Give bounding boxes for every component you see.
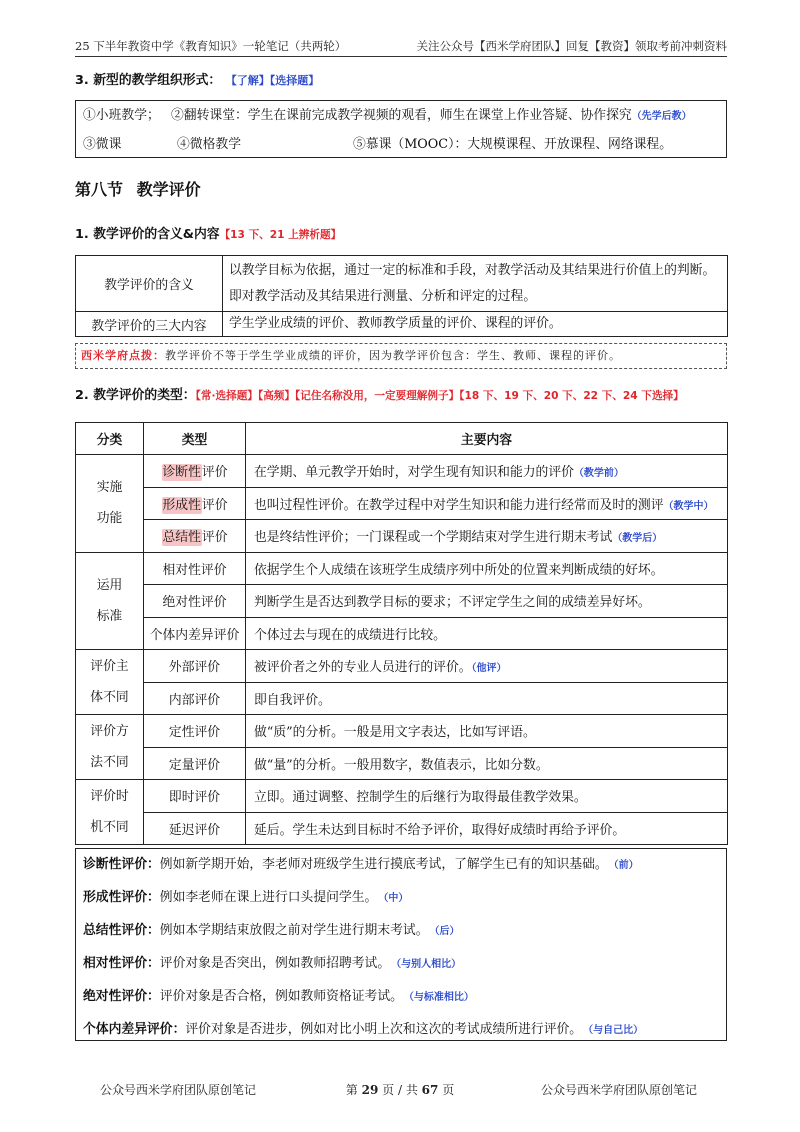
example-item [83,849,726,882]
example-label: 绝对性评价： [83,989,160,1004]
examples-box [75,848,727,1041]
item-small-class: ①小班教学； [83,108,160,123]
types-exam-tag: 【常·选择题】【高频】【记住名称没用，一定要理解例子】【18 下、19 下、20 下、22 下、24 下选择】 [195,390,684,402]
content-cell: 即自我评价。 [246,682,728,715]
example-label: 诊断性评价： [83,857,160,872]
table-row [76,747,728,780]
content-text: 也叫过程性评价。在教学过程中对学生知识和能力进行经常而及时的测评 [254,497,664,513]
category-line: 评价主 [90,659,129,674]
example-note: （后） [434,926,460,937]
page-total: 67 [421,1083,439,1097]
types-heading [75,387,727,405]
type-cell: 个体内差异评价 [144,617,246,650]
content-cell [246,520,728,553]
row-text-line: 即对教学活动及其结果进行测量、分析和评定的过程。 [229,288,537,304]
table-row [76,715,728,748]
page-header [75,36,727,57]
type-highlight: 形成性 [162,497,201,513]
type-cell: 延迟评价 [144,812,246,845]
example-label: 总结性评价： [83,923,160,938]
meaning-label-cell [76,256,223,312]
table-row [76,812,728,845]
content-label-cell [76,312,223,337]
page-suffix: 页 [442,1083,455,1097]
content-cell: 做“质”的分析。一般是用文字表达，比如写评语。 [246,715,728,748]
tip-text: 教学评价不等于学生学业成绩的评价，因为教学评价包含：学生、教师、课程的评价。 [165,349,621,362]
type-cell: 定量评价 [144,747,246,780]
footer-right: 公众号西米学府团队原创笔记 [541,1083,698,1097]
category-line: 评价方 [90,724,129,739]
category-cell [76,715,144,780]
category-line: 实施 [96,480,123,496]
meaning-heading [75,226,727,244]
new-forms-heading [75,72,727,90]
item-micro-lesson: ③微课 [83,137,122,152]
category-cell [76,552,144,650]
content-cell: 判断学生是否达到教学目标的要求；不评定学生之间的成绩差异好坏。 [246,585,728,618]
type-cell [144,487,246,520]
meaning-value-cell [223,256,728,312]
example-note: （中） [383,893,409,904]
category-cell [76,455,144,553]
example-item [83,915,726,948]
content-note: （教学前） [573,468,624,480]
category-line: 体不同 [90,690,129,705]
table-row [76,650,728,683]
category-cell [76,650,144,715]
header-title: 25 下半年教资中学《教育知识》一轮笔记（共两轮） [75,39,347,53]
footer-left: 公众号西米学府团队原创笔记 [100,1083,257,1097]
tip-box [75,343,727,369]
type-cell: 相对性评价 [144,552,246,585]
content-cell: 个体过去与现在的成绩进行比较。 [246,617,728,650]
type-cell: 内部评价 [144,682,246,715]
content-note: （教学后） [612,533,663,545]
type-suffix: 评价 [201,497,228,513]
content-cell: 立即。通过调整、控制学生的后继行为取得最佳教学效果。 [246,780,728,813]
table-row [76,780,728,813]
evaluation-types-table [75,422,728,845]
type-suffix: 评价 [201,465,228,481]
table-row [76,455,728,488]
item-mooc: ⑤慕课（MOOC）：大规模课程、开放课程、网络课程。 [353,137,673,152]
page-middle: 页 / 共 [382,1083,418,1097]
content-cell: 依据学生个人成绩在该班学生成绩序列中所处的位置来判断成绩的好坏。 [246,552,728,585]
page-prefix: 第 [345,1083,358,1097]
item-microteaching: ④微格教学 [177,137,241,152]
table-row [76,256,728,312]
item-flipped-classroom: ②翻转课堂：学生在课前完成教学视频的观看，师生在课堂上作业答疑、协作探究 [171,108,632,123]
new-forms-title: 3. 新型的教学组织形式： [75,73,222,88]
content-text: 在学期、单元教学开始时，对学生现有知识和能力的评价 [254,465,574,481]
example-item [83,948,726,981]
example-note: （与标准相比） [408,992,474,1003]
example-text: 例如李老师在课上进行口头提问学生。 [159,890,378,905]
col-header-category: 分类 [76,423,144,455]
page-footer [0,1081,800,1099]
header-promo: 关注公众号【西米学府团队】回复【教资】领取考前冲刺资料 [416,39,727,53]
category-cell [76,780,144,845]
example-label: 形成性评价： [83,890,160,905]
table-header-row [76,423,728,455]
type-highlight: 诊断性 [162,465,201,481]
type-cell: 外部评价 [144,650,246,683]
content-cell [246,455,728,488]
example-note: （与自己比） [588,1025,644,1036]
category-line: 运用 [96,577,123,593]
type-cell [144,455,246,488]
example-item [83,1014,726,1047]
example-item [83,882,726,915]
content-text: 被评价者之外的专业人员进行的评价。 [254,660,472,676]
row-text-line: 学生学业成绩的评价、教师教学质量的评价、课程的评价。 [229,316,562,331]
category-line: 机不同 [90,820,129,835]
type-cell: 即时评价 [144,780,246,813]
type-highlight: 总结性 [162,530,201,546]
type-cell: 绝对性评价 [144,585,246,618]
meaning-table [75,255,728,337]
page-number [300,1081,500,1099]
example-text: 评价对象是否突出，例如教师招聘考试。 [159,956,391,971]
content-value-cell [223,312,728,337]
category-line: 功能 [96,511,123,527]
meaning-title: 1. 教学评价的含义&内容 [75,227,220,242]
example-item [83,981,726,1014]
example-note: （前） [613,860,639,871]
table-row [76,682,728,715]
chapter-title: 第八节 教学评价 [75,180,201,199]
category-line: 标准 [96,608,123,624]
content-text: 也是终结性评价；一门课程或一个学期结束对学生进行期末考试 [254,530,613,546]
new-forms-box [75,100,727,158]
content-cell: 做“量”的分析。一般用数字，数值表示，比如分数。 [246,747,728,780]
table-row [76,617,728,650]
row-text-line: 以教学目标为依据，通过一定的标准和手段，对教学活动及其结果进行价值上的判断。 [229,262,716,278]
col-header-type: 类型 [144,423,246,455]
type-cell [144,520,246,553]
example-label: 相对性评价： [83,956,160,971]
example-text: 评价对象是否进步，例如对比小明上次和这次的考试成绩所进行评价。 [185,1022,583,1037]
example-text: 例如新学期开始，李老师对班级学生进行摸底考试，了解学生已有的知识基础。 [159,857,608,872]
page-current: 29 [361,1083,379,1097]
example-text: 例如本学期结束放假之前对学生进行期末考试。 [159,923,429,938]
new-forms-exam-tag: 【了解】【选择题】 [231,74,320,87]
tip-label: 西米学府点拨： [81,349,165,362]
table-row [76,552,728,585]
example-label: 个体内差异评价： [83,1022,186,1037]
content-note: （教学中） [663,500,714,512]
row-label: 教学评价的含义 [104,278,194,293]
category-line: 评价时 [90,789,129,804]
content-cell [246,650,728,683]
content-cell: 延后。学生未达到目标时不给予评价，取得好成绩时再给予评价。 [246,812,728,845]
example-text: 评价对象是否合格，例如教师资格证考试。 [159,989,403,1004]
item-flipped-classroom-note: （先学后教） [631,111,692,122]
table-row [76,585,728,618]
content-cell [246,487,728,520]
types-title: 2. 教学评价的类型： [75,388,196,403]
table-row [76,520,728,553]
example-note: （与别人相比） [396,959,462,970]
category-line: 法不同 [90,755,129,770]
type-cell: 定性评价 [144,715,246,748]
col-header-content: 主要内容 [246,423,728,455]
new-forms-row-2 [83,131,726,159]
table-row [76,487,728,520]
content-note: （他评） [471,663,507,675]
table-row [76,312,728,337]
meaning-exam-tag: 【13 下、21 上辨析题】 [219,229,342,241]
row-label: 教学评价的三大内容 [91,318,207,334]
type-suffix: 评价 [201,530,228,546]
new-forms-row-1 [83,102,726,131]
